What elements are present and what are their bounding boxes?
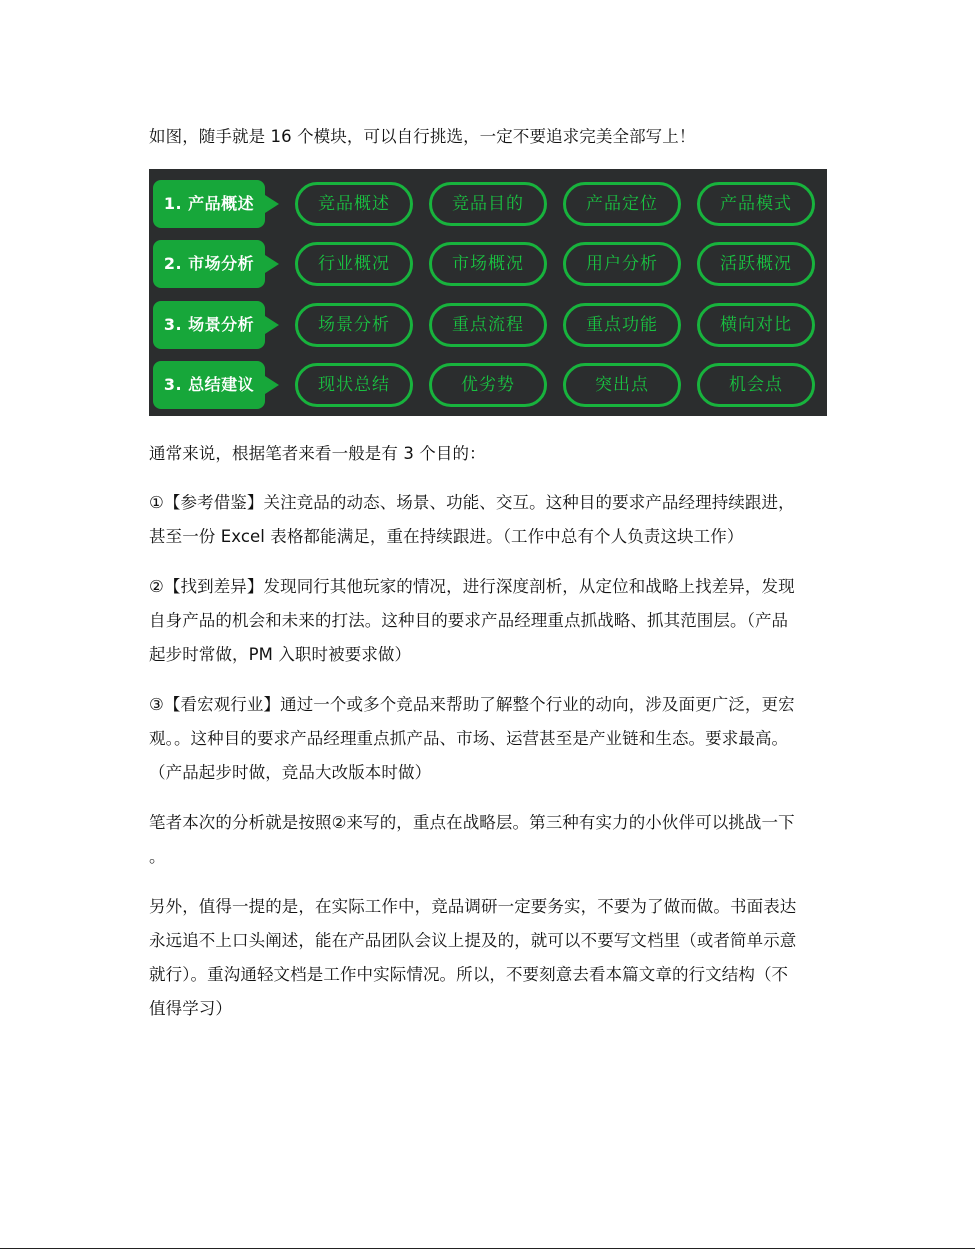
paragraph-additional-note — [149, 890, 829, 1026]
module-pill: 竞品概述 — [295, 182, 413, 226]
text-line: 通常来说，根据笔者来看一般是有 3 个目的： — [149, 444, 486, 463]
text-line: 起步时常做，PM 入职时被要求做） — [149, 645, 412, 664]
module-pill: 行业概况 — [295, 242, 413, 286]
paragraph-purpose-difference — [149, 570, 829, 672]
category-label: 3. 场景分析 — [153, 301, 265, 349]
text-line: 另外，值得一提的是，在实际工作中，竞品调研一定要务实，不要为了做而做。书面表达 — [149, 897, 797, 916]
module-pill: 产品定位 — [563, 182, 681, 226]
module-pill: 现状总结 — [295, 363, 413, 407]
text-line: 观。。这种目的要求产品经理重点抓产品、市场、运营甚至是产业链和生态。要求最高。 — [149, 729, 789, 748]
diagram-row-summary-suggestions — [149, 354, 827, 414]
text-line: （产品起步时做，竞品大改版本时做） — [149, 763, 432, 782]
module-pill: 重点功能 — [563, 303, 681, 347]
paragraph-author-approach — [149, 806, 829, 874]
text-line: ②【找到差异】发现同行其他玩家的情况，进行深度剖析，从定位和战略上找差异，发现 — [149, 577, 795, 596]
diagram-row-market-analysis — [149, 233, 827, 293]
paragraph-purpose-macro — [149, 688, 829, 790]
page-bottom-divider — [0, 1248, 975, 1249]
text-line: ③【看宏观行业】通过一个或多个竞品来帮助了解整个行业的动向，涉及面更广泛，更宏 — [149, 695, 795, 714]
category-label: 1. 产品概述 — [153, 180, 265, 228]
text-line: 笔者本次的分析就是按照②来写的，重点在战略层。第三种有实力的小伙伴可以挑战一下 — [149, 813, 795, 832]
diagram-row-scenario-analysis — [149, 294, 827, 354]
text-line: 值得学习） — [149, 999, 232, 1018]
module-pill: 优劣势 — [429, 363, 547, 407]
intro-line: 如图，随手就是 16 个模块，可以自行挑选，一定不要追求完美全部写上！ — [149, 127, 696, 146]
category-label: 3. 总结建议 — [153, 361, 265, 409]
module-pill: 活跃概况 — [697, 242, 815, 286]
arrow-right-icon — [265, 316, 279, 334]
module-pill: 竞品目的 — [429, 182, 547, 226]
module-pill: 机会点 — [697, 363, 815, 407]
module-pill: 突出点 — [563, 363, 681, 407]
module-pill: 产品模式 — [697, 182, 815, 226]
paragraph-purposes-intro — [149, 437, 829, 471]
module-pill: 重点流程 — [429, 303, 547, 347]
paragraph-purpose-reference — [149, 486, 829, 554]
category-label: 2. 市场分析 — [153, 240, 265, 288]
module-diagram — [149, 169, 827, 416]
intro-paragraph — [149, 120, 829, 154]
arrow-right-icon — [265, 195, 279, 213]
module-pill: 场景分析 — [295, 303, 413, 347]
text-line: 。 — [149, 847, 166, 866]
module-pill: 横向对比 — [697, 303, 815, 347]
text-line: 自身产品的机会和未来的打法。这种目的要求产品经理重点抓战略、抓其范围层。（产品 — [149, 611, 789, 630]
arrow-right-icon — [265, 255, 279, 273]
text-line: 就行）。重沟通轻文档是工作中实际情况。所以，不要刻意去看本篇文章的行文结构（不 — [149, 965, 789, 984]
module-pill: 用户分析 — [563, 242, 681, 286]
text-line: ①【参考借鉴】关注竞品的动态、场景、功能、交互。这种目的要求产品经理持续跟进， — [149, 493, 795, 512]
text-line: 甚至一份 Excel 表格都能满足，重在持续跟进。（工作中总有个人负责这块工作） — [149, 527, 744, 546]
text-line: 永远追不上口头阐述，能在产品团队会议上提及的，就可以不要写文档里（或者简单示意 — [149, 931, 797, 950]
module-pill: 市场概况 — [429, 242, 547, 286]
arrow-right-icon — [265, 376, 279, 394]
diagram-row-product-overview — [149, 173, 827, 233]
